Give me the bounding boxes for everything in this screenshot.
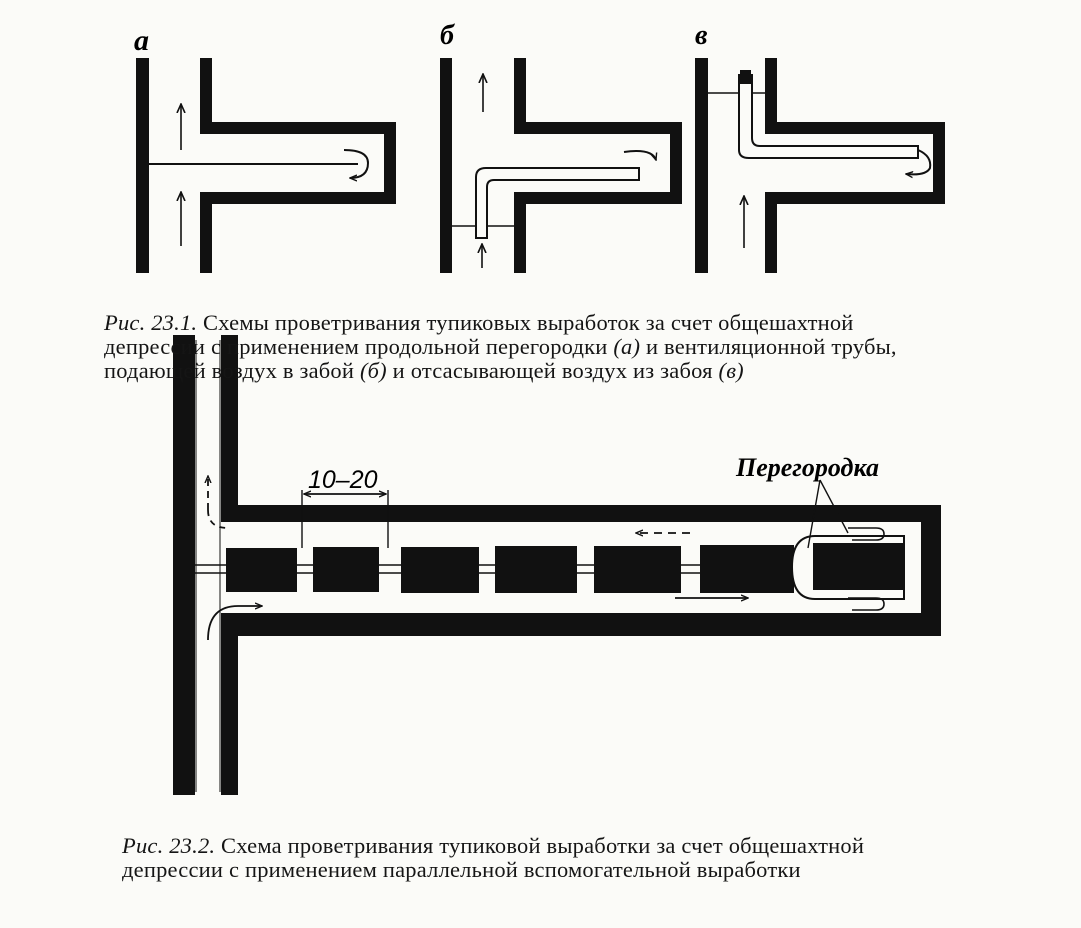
dimension-label: 10–20 [308, 466, 378, 494]
caption-1-text-1: Схемы проветривания тупиковых выработок за счет общешахтной [197, 310, 854, 335]
caption-1-line-2 [104, 335, 1064, 359]
panel-label-b: б [440, 20, 454, 51]
caption-1-text-2a: депрессии с применением продольной перегородки [104, 334, 614, 359]
diagram-b-walls [440, 58, 682, 273]
pipe-outlet-c [740, 70, 751, 84]
caption-1-line-3 [104, 359, 1064, 383]
diagram-parallel-workings [173, 335, 941, 795]
panel-label-a: а [134, 24, 149, 57]
caption-1-text-2b: и вентиляционной трубы, [640, 334, 897, 359]
pillar [594, 546, 681, 593]
diagram-b [440, 20, 682, 273]
caption-1-ref-c: (в) [718, 358, 744, 383]
panel-label-c: в [695, 20, 708, 51]
face-block [813, 543, 904, 590]
caption-2-line-1 [122, 834, 1066, 858]
diagram-c-walls [695, 58, 945, 273]
figure-23-1-caption [104, 311, 1064, 383]
partition-label: Перегородка [736, 453, 879, 482]
pillar [700, 545, 794, 593]
caption-1-number: 23.1. [151, 310, 198, 335]
caption-1-line-1 [104, 311, 1064, 335]
diagram-a [134, 24, 396, 273]
diagram-c [695, 20, 945, 273]
caption-1-text-3a: подающей воздух в забой [104, 358, 360, 383]
pillar [313, 547, 379, 592]
caption-2-prefix: Рис. [122, 833, 164, 858]
pillar [401, 547, 479, 593]
caption-2-line-2: депрессии с применением параллельной вспомогательной выработки [122, 857, 801, 882]
caption-1-prefix: Рис. [104, 310, 146, 335]
caption-1-ref-a: (а) [613, 334, 641, 359]
figure-23-2-caption [122, 834, 1066, 882]
caption-1-text-3b: и отсасывающей воздух из забоя [386, 358, 719, 383]
pillar [495, 546, 577, 593]
pillar [226, 548, 297, 592]
caption-1-ref-b: (б) [359, 358, 387, 383]
caption-2-number: 23.2. [169, 833, 216, 858]
caption-2-text-1: Схема проветривания тупиковой выработки за счет общешахтной [215, 833, 865, 858]
diagram-a-walls [136, 58, 396, 273]
